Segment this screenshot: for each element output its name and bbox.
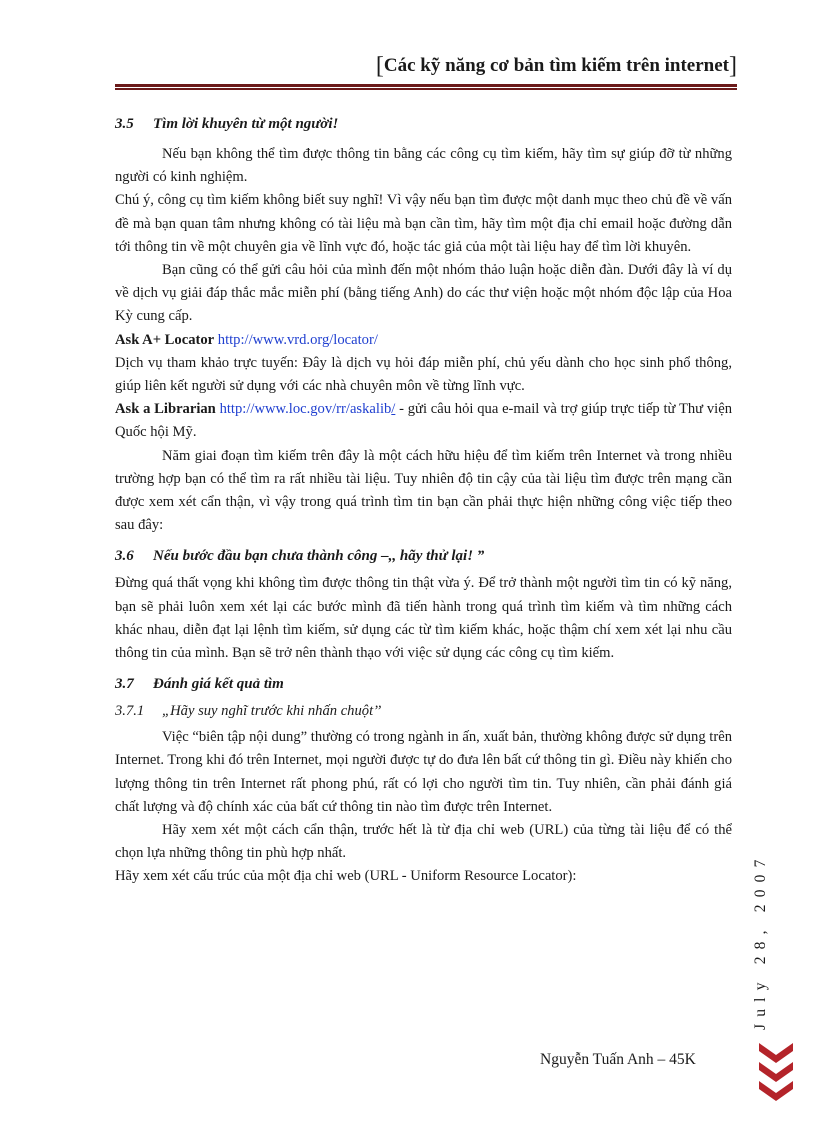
subsection-number: 3.7.1 (115, 703, 145, 720)
page-header (115, 52, 737, 80)
section-number: 3.7 (115, 676, 134, 693)
ask-librarian-link-tail[interactable]: / (391, 401, 396, 418)
ask-librarian-desc: - gửi câu hỏi qua e-mail và trợ giúp trực tiếp từ Thư viện Quốc hội Mỹ. (115, 401, 732, 441)
section-title: Đánh giá kết quả tìm (153, 676, 284, 693)
section-3-6-heading (115, 545, 732, 568)
paragraph: Dịch vụ tham khảo trực tuyến: Đây là dịch vụ hỏi đáp miễn phí, chủ yếu dành cho học sinh phổ thông, giúp liên kết người sử dụng với các nhà chuyên môn về từng lĩnh vực. (115, 354, 732, 395)
header-rule-thin (115, 88, 737, 90)
ask-locator-link[interactable]: http://www.vrd.org/locator/ (217, 331, 378, 348)
section-number: 3.6 (115, 548, 134, 565)
paragraph: Năm giai đoạn tìm kiếm trên đây là một cách hữu hiệu để tìm kiếm trên Internet và trong nhiều trường hợp bạn có thể tìm ra rất nhiều tài liệu. Tuy nhiên độ tin cậy của tài liệu tìm được trên mạng cần được xem xét cẩn thận, vì vậy trong quá trình tìm tin bạn cần phải thực hiện những công việc tiếp theo sau đây: (115, 447, 732, 534)
section-3-5-heading (115, 113, 732, 136)
header-rule-thick (115, 84, 737, 87)
section-3-7-heading (115, 673, 732, 696)
footer-author: Nguyễn Tuấn Anh – 45K (540, 1051, 696, 1068)
ask-locator-label: Ask A+ Locator (115, 331, 215, 348)
triple-chevron-down-icon (759, 1043, 793, 1107)
paragraph: Nếu bạn không thể tìm được thông tin bằng các công cụ tìm kiếm, hãy tìm sự giúp đỡ từ những người có kinh nghiệm. (115, 146, 732, 186)
section-number: 3.5 (115, 116, 134, 132)
paragraph: Bạn cũng có thể gửi câu hỏi của mình đến một nhóm thảo luận hoặc diễn đàn. Dưới đây là ví dụ về dịch vụ giải đáp thắc mắc miễn phí (bằng tiếng Anh) do các thư viện hoặc một nhóm độc lập của Hoa Kỳ cung cấp. (115, 262, 732, 325)
paragraph: Chú ý, công cụ tìm kiếm không biết suy nghĩ! Vì vậy nếu bạn tìm được một danh mục theo chủ đề về vấn đề mà bạn quan tâm nhưng không có tài liệu mà bạn cần tìm, hãy tìm một địa chỉ email hoặc đường dẫn tới thông tin về một chuyên gia về lĩnh vực đó, hoặc tác giả của một tài liệu hay để tìm lời khuyên. (115, 192, 732, 255)
vertical-date: July 28, 2007 (752, 852, 769, 1030)
paragraph: Đừng quá thất vọng khi không tìm được thông tin thật vừa ý. Để trở thành một người tìm tin có kỹ năng, bạn sẽ phải luôn xem xét lại các bước mình đã tiến hành trong quá trình tìm kiếm và tìm những cách khác nhau, diễn đạt lại lệnh tìm kiếm, sử dụng các từ tìm kiếm khác, hoặc thậm chí xem xét lại nhu cầu thông tin của mình. Bạn sẽ trở nên thành thạo với việc sử dụng các công cụ tìm kiếm. (115, 575, 732, 662)
page-content (115, 113, 732, 889)
paragraph: Hãy xem xét cấu trúc của một địa chỉ web (URL - Uniform Resource Locator): (115, 868, 577, 885)
subsection-title: „Hãy suy nghĩ trước khi nhấn chuột’’ (162, 703, 382, 720)
subsection-3-7-1-heading (115, 700, 732, 723)
ask-librarian-label: Ask a Librarian (115, 401, 216, 418)
header-bracket-open: [ (375, 53, 384, 79)
ask-librarian-line (115, 398, 732, 444)
ask-locator-line (115, 329, 732, 352)
ask-librarian-link[interactable]: http://www.loc.gov/rr/askalib (219, 401, 392, 418)
paragraph: Hãy xem xét một cách cẩn thận, trước hết là từ địa chỉ web (URL) của từng tài liệu để có thể chọn lựa những thông tin phù hợp nhất. (115, 822, 732, 862)
header-title: Các kỹ năng cơ bản tìm kiếm trên internet (383, 55, 729, 76)
header-bracket-close: ] (729, 53, 737, 79)
section-title: Nếu bước đầu bạn chưa thành công –,, hãy thử lại! ” (153, 548, 485, 565)
section-title: Tìm lời khuyên từ một người! (153, 116, 339, 132)
paragraph: Việc “biên tập nội dung” thường có trong ngành in ấn, xuất bản, thường không được sử dụng trên Internet. Trong khi đó trên Internet, mọi người được tự do đưa lên bất cứ thông tin gì. Điều này khiến cho lượng thông tin trên Internet rất phong phú, rất có lợi cho người tìm tin. Tuy nhiên, cần phải đánh giá chất lượng và độ chính xác của bất cứ thông tin nào tìm được trên Internet. (115, 729, 732, 815)
